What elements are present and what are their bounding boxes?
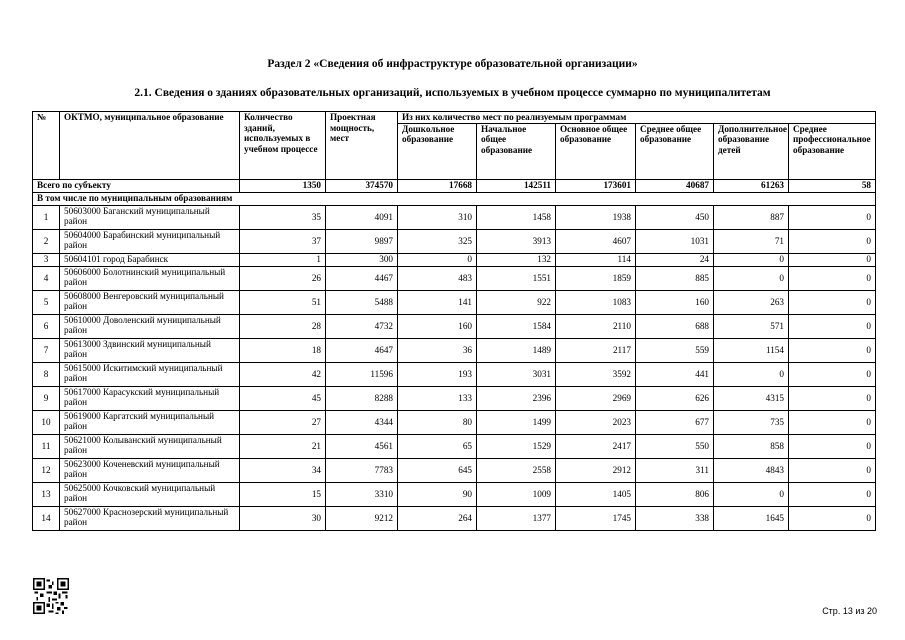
value-cell: 15	[240, 482, 326, 506]
value-cell: 11596	[326, 362, 398, 386]
header-oktmo: ОКТМО, муниципальное образование	[60, 112, 240, 180]
total-cell: 374570	[326, 179, 398, 192]
table-row	[33, 434, 876, 458]
value-cell: 1377	[477, 506, 556, 530]
table-row	[33, 314, 876, 338]
value-cell: 2558	[477, 458, 556, 482]
value-cell: 2417	[556, 434, 636, 458]
value-cell: 3310	[326, 482, 398, 506]
value-cell: 0	[789, 482, 876, 506]
header-no: №	[33, 112, 60, 180]
value-cell: 1458	[477, 205, 556, 229]
header-secondary: Среднее общее образование	[636, 123, 714, 179]
total-cell: 61263	[714, 179, 789, 192]
value-cell: 559	[636, 338, 714, 362]
value-cell: 3592	[556, 362, 636, 386]
value-cell: 8288	[326, 386, 398, 410]
value-cell: 550	[636, 434, 714, 458]
value-cell: 1499	[477, 410, 556, 434]
value-cell: 483	[398, 266, 477, 290]
row-number: 11	[33, 434, 60, 458]
value-cell: 0	[789, 290, 876, 314]
header-buildings: Количество зданий, используемых в учебном процессе	[240, 112, 326, 180]
value-cell: 27	[240, 410, 326, 434]
table-row	[33, 362, 876, 386]
row-number: 10	[33, 410, 60, 434]
header-additional: Дополнительное образование детей	[714, 123, 789, 179]
municipality-name: 50613000 Здвинский муниципальный район	[60, 338, 240, 362]
value-cell: 1745	[556, 506, 636, 530]
table-row	[33, 290, 876, 314]
value-cell: 1083	[556, 290, 636, 314]
value-cell: 0	[789, 253, 876, 266]
value-cell: 30	[240, 506, 326, 530]
table-subtitle: 2.1. Сведения о зданиях образовательных организаций, используемых в учебном процессе суммарно по муниципалитетам	[134, 87, 771, 99]
municipality-name: 50621000 Колыванский муниципальный район	[60, 434, 240, 458]
value-cell: 441	[636, 362, 714, 386]
row-number: 14	[33, 506, 60, 530]
value-cell: 21	[240, 434, 326, 458]
value-cell: 4467	[326, 266, 398, 290]
value-cell: 338	[636, 506, 714, 530]
value-cell: 626	[636, 386, 714, 410]
header-programs-group: Из них количество мест по реализуемым программам	[398, 112, 876, 124]
table-row	[33, 482, 876, 506]
value-cell: 45	[240, 386, 326, 410]
value-cell: 26	[240, 266, 326, 290]
value-cell: 51	[240, 290, 326, 314]
value-cell: 9897	[326, 229, 398, 253]
row-number: 1	[33, 205, 60, 229]
value-cell: 1551	[477, 266, 556, 290]
value-cell: 450	[636, 205, 714, 229]
row-number: 4	[33, 266, 60, 290]
value-cell: 37	[240, 229, 326, 253]
row-number: 5	[33, 290, 60, 314]
table-row	[33, 205, 876, 229]
header-vocational: Среднее профессиональное образование	[789, 123, 876, 179]
value-cell: 0	[714, 482, 789, 506]
value-cell: 65	[398, 434, 477, 458]
value-cell: 4607	[556, 229, 636, 253]
value-cell: 1031	[636, 229, 714, 253]
value-cell: 1859	[556, 266, 636, 290]
section-title: Раздел 2 «Сведения об инфраструктуре образовательной организации»	[267, 58, 638, 70]
value-cell: 1938	[556, 205, 636, 229]
value-cell: 28	[240, 314, 326, 338]
table-row	[33, 386, 876, 410]
value-cell: 1	[240, 253, 326, 266]
total-label: Всего по субъекту	[33, 179, 240, 192]
total-cell: 1350	[240, 179, 326, 192]
row-number: 8	[33, 362, 60, 386]
value-cell: 4091	[326, 205, 398, 229]
value-cell: 3913	[477, 229, 556, 253]
municipality-name: 50606000 Болотнинский муниципальный район	[60, 266, 240, 290]
value-cell: 133	[398, 386, 477, 410]
row-number: 13	[33, 482, 60, 506]
municipality-name: 50608000 Венгеровский муниципальный район	[60, 290, 240, 314]
value-cell: 5488	[326, 290, 398, 314]
value-cell: 735	[714, 410, 789, 434]
value-cell: 0	[789, 362, 876, 386]
row-number: 3	[33, 253, 60, 266]
value-cell: 310	[398, 205, 477, 229]
table-row	[33, 506, 876, 530]
value-cell: 3031	[477, 362, 556, 386]
value-cell: 24	[636, 253, 714, 266]
municipality-name: 50625000 Кочковский муниципальный район	[60, 482, 240, 506]
table-row	[33, 253, 876, 266]
value-cell: 4647	[326, 338, 398, 362]
value-cell: 36	[398, 338, 477, 362]
value-cell: 1584	[477, 314, 556, 338]
subheading-label: В том числе по муниципальным образованиям	[33, 192, 876, 205]
table-row	[33, 410, 876, 434]
value-cell: 300	[326, 253, 398, 266]
value-cell: 80	[398, 410, 477, 434]
value-cell: 263	[714, 290, 789, 314]
value-cell: 0	[789, 205, 876, 229]
value-cell: 160	[636, 290, 714, 314]
row-number: 6	[33, 314, 60, 338]
value-cell: 4315	[714, 386, 789, 410]
value-cell: 0	[789, 506, 876, 530]
value-cell: 0	[789, 266, 876, 290]
value-cell: 35	[240, 205, 326, 229]
total-cell: 58	[789, 179, 876, 192]
value-cell: 2110	[556, 314, 636, 338]
value-cell: 0	[714, 266, 789, 290]
value-cell: 858	[714, 434, 789, 458]
value-cell: 0	[789, 338, 876, 362]
total-cell: 17668	[398, 179, 477, 192]
value-cell: 2912	[556, 458, 636, 482]
subheading-row	[33, 192, 876, 205]
municipality-name: 50610000 Доволенский муниципальный район	[60, 314, 240, 338]
value-cell: 193	[398, 362, 477, 386]
value-cell: 1009	[477, 482, 556, 506]
buildings-table	[32, 111, 876, 531]
total-row	[33, 179, 876, 192]
value-cell: 9212	[326, 506, 398, 530]
municipality-name: 50604000 Барабинский муниципальный район	[60, 229, 240, 253]
value-cell: 160	[398, 314, 477, 338]
value-cell: 0	[789, 410, 876, 434]
value-cell: 1154	[714, 338, 789, 362]
table-row	[33, 458, 876, 482]
value-cell: 114	[556, 253, 636, 266]
value-cell: 34	[240, 458, 326, 482]
value-cell: 645	[398, 458, 477, 482]
value-cell: 132	[477, 253, 556, 266]
value-cell: 922	[477, 290, 556, 314]
municipality-name: 50619000 Каргатский муниципальный район	[60, 410, 240, 434]
table-row	[33, 229, 876, 253]
total-cell: 142511	[477, 179, 556, 192]
row-number: 9	[33, 386, 60, 410]
row-number: 12	[33, 458, 60, 482]
value-cell: 4561	[326, 434, 398, 458]
value-cell: 2117	[556, 338, 636, 362]
value-cell: 7783	[326, 458, 398, 482]
header-capacity: Проектная мощность, мест	[326, 112, 398, 180]
municipality-name: 50604101 город Барабинск	[60, 253, 240, 266]
value-cell: 0	[398, 253, 477, 266]
value-cell: 18	[240, 338, 326, 362]
municipality-name: 50623000 Коченевский муниципальный район	[60, 458, 240, 482]
value-cell: 4732	[326, 314, 398, 338]
value-cell: 2023	[556, 410, 636, 434]
value-cell: 0	[714, 362, 789, 386]
qr-code-icon	[33, 578, 69, 614]
value-cell: 0	[789, 434, 876, 458]
municipality-name: 50627000 Краснозерский муниципальный район	[60, 506, 240, 530]
value-cell: 887	[714, 205, 789, 229]
municipality-name: 50617000 Карасукский муниципальный район	[60, 386, 240, 410]
page-number: Стр. 13 из 20	[822, 606, 877, 616]
row-number: 2	[33, 229, 60, 253]
value-cell: 1489	[477, 338, 556, 362]
value-cell: 4344	[326, 410, 398, 434]
header-preschool: Дошкольное образование	[398, 123, 477, 179]
value-cell: 885	[636, 266, 714, 290]
total-cell: 173601	[556, 179, 636, 192]
value-cell: 1645	[714, 506, 789, 530]
total-cell: 40687	[636, 179, 714, 192]
row-number: 7	[33, 338, 60, 362]
value-cell: 4843	[714, 458, 789, 482]
value-cell: 0	[714, 253, 789, 266]
value-cell: 42	[240, 362, 326, 386]
header-basic: Основное общее образование	[556, 123, 636, 179]
value-cell: 311	[636, 458, 714, 482]
table-row	[33, 338, 876, 362]
header-primary: Начальное общее образование	[477, 123, 556, 179]
value-cell: 0	[789, 386, 876, 410]
value-cell: 264	[398, 506, 477, 530]
value-cell: 0	[789, 229, 876, 253]
value-cell: 2969	[556, 386, 636, 410]
value-cell: 0	[789, 314, 876, 338]
value-cell: 1405	[556, 482, 636, 506]
value-cell: 90	[398, 482, 477, 506]
value-cell: 571	[714, 314, 789, 338]
value-cell: 677	[636, 410, 714, 434]
value-cell: 2396	[477, 386, 556, 410]
value-cell: 0	[789, 458, 876, 482]
table-row	[33, 266, 876, 290]
value-cell: 325	[398, 229, 477, 253]
value-cell: 806	[636, 482, 714, 506]
value-cell: 141	[398, 290, 477, 314]
value-cell: 71	[714, 229, 789, 253]
value-cell: 688	[636, 314, 714, 338]
municipality-name: 50603000 Баганский муниципальный район	[60, 205, 240, 229]
value-cell: 1529	[477, 434, 556, 458]
municipality-name: 50615000 Искитимский муниципальный район	[60, 362, 240, 386]
